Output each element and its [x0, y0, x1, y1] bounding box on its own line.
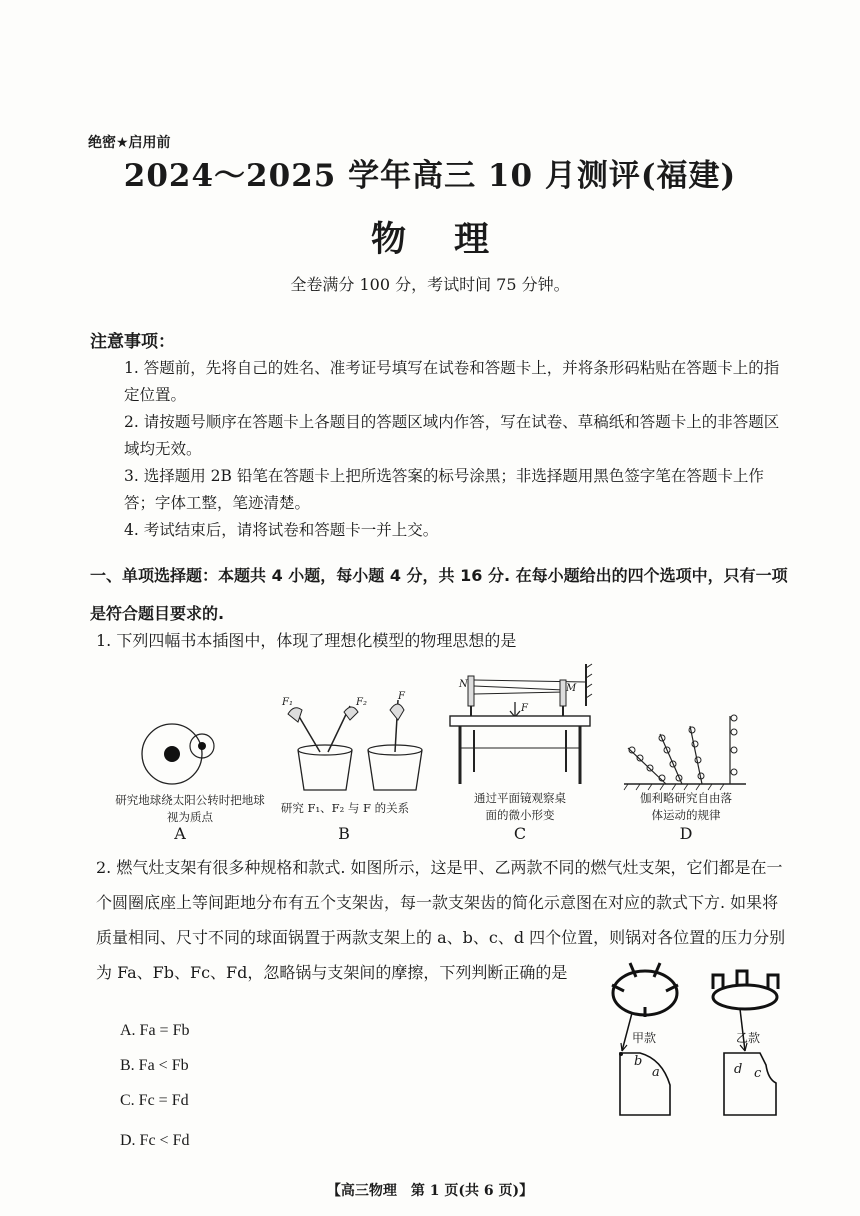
label-b: b: [634, 1054, 643, 1069]
dot-b: [619, 1052, 623, 1056]
label-f1: F₁: [282, 697, 293, 708]
label-f-c: F: [521, 703, 528, 714]
label-f2: F₂: [356, 697, 367, 708]
figure-c-caption: 通过平面镜观察桌面的微小形变: [474, 791, 566, 822]
figure-a-caption: 研究地球绕太阳公转时把地球视为质点: [115, 793, 265, 824]
label-a: a: [652, 1065, 660, 1080]
figure-a-orbit-diagram: [130, 700, 240, 790]
q2-option-d[interactable]: D. Fc < Fd: [120, 1132, 190, 1149]
exam-title: 2024～2025 学年高三 10 月测评(福建): [123, 158, 737, 194]
notice-item-1: 1. 答题前，先将自己的姓名、准考证号填写在试卷和答题卡上，并将条形码粘贴在答题卡上的指定位置。: [124, 359, 780, 404]
q2-option-b[interactable]: B. Fa < Fb: [120, 1057, 189, 1074]
label-m: M: [566, 683, 577, 694]
figure-d-inclines: [620, 712, 750, 792]
q2-option-c[interactable]: C. Fc = Fd: [120, 1092, 189, 1109]
label-n: N: [459, 679, 468, 690]
q1-stem: 1. 下列四幅书本插图中，体现了理想化模型的物理思想的是: [96, 631, 517, 650]
notice-item-4: 4. 考试结束后，请将试卷和答题卡一并上交。: [124, 521, 439, 539]
figure-d-caption: 伽利略研究自由落体运动的规律: [640, 791, 732, 822]
subject-title: 物理: [370, 219, 537, 260]
q2-option-a[interactable]: A. Fa = Fb: [120, 1022, 190, 1039]
figure-b-caption: 研究 F₁、F₂ 与 F 的关系: [280, 801, 410, 815]
figure-c-letter: C: [513, 824, 527, 843]
label-yi: 乙款: [736, 1031, 761, 1045]
notice-item-3: 3. 选择题用 2B 铅笔在答题卡上把所选答案的标号涂黑；非选择题用黑色签字笔在答题卡上作答；字体工整，笔迹清楚。: [124, 467, 764, 512]
figure-d-letter: D: [679, 824, 693, 843]
label-c: c: [754, 1066, 762, 1081]
notice-item-2: 2. 请按题号顺序在答题卡上各题目的答题区域内作答，写在试卷、草稿纸和答题卡上的非答题区域均无效。: [124, 413, 780, 458]
label-f: F: [398, 691, 405, 702]
page-footer: 【高三物理 第 1 页(共 6 页)】: [326, 1183, 534, 1199]
notice-heading: 注意事项：: [90, 332, 175, 352]
q2-stem-text: 2. 燃气灶支架有很多种规格和款式. 如图所示，这是甲、乙两款不同的燃气灶支架，它们都是在一个圆圈底座上等间距地分布有五个支架齿，每一款支架齿的简化示意图在对应的款式下方. 如果将质量相同、尺寸不同的球面锅置于两款支架上的 a、b、c、d 四个位置，则锅对各位置的压力分别为 Fa、Fb、Fc、Fd，忽略锅与支架间的摩擦，下列判断正确的是: [96, 858, 786, 982]
figure-a-letter: A: [174, 824, 186, 843]
q2-stove-support-figure: [600, 955, 800, 1125]
section-1-heading: 一、单项选择题：本题共 4 小题，每小题 4 分，共 16 分. 在每小题给出的四个选项中，只有一项是符合题目要求的.: [90, 566, 788, 623]
confidential-mark: 绝密★启用前: [88, 135, 171, 151]
label-jia: 甲款: [632, 1031, 657, 1045]
full-score-note: 全卷满分 100 分，考试时间 75 分钟。: [290, 275, 570, 294]
figure-b-letter: B: [338, 824, 350, 843]
label-d: d: [734, 1062, 743, 1077]
